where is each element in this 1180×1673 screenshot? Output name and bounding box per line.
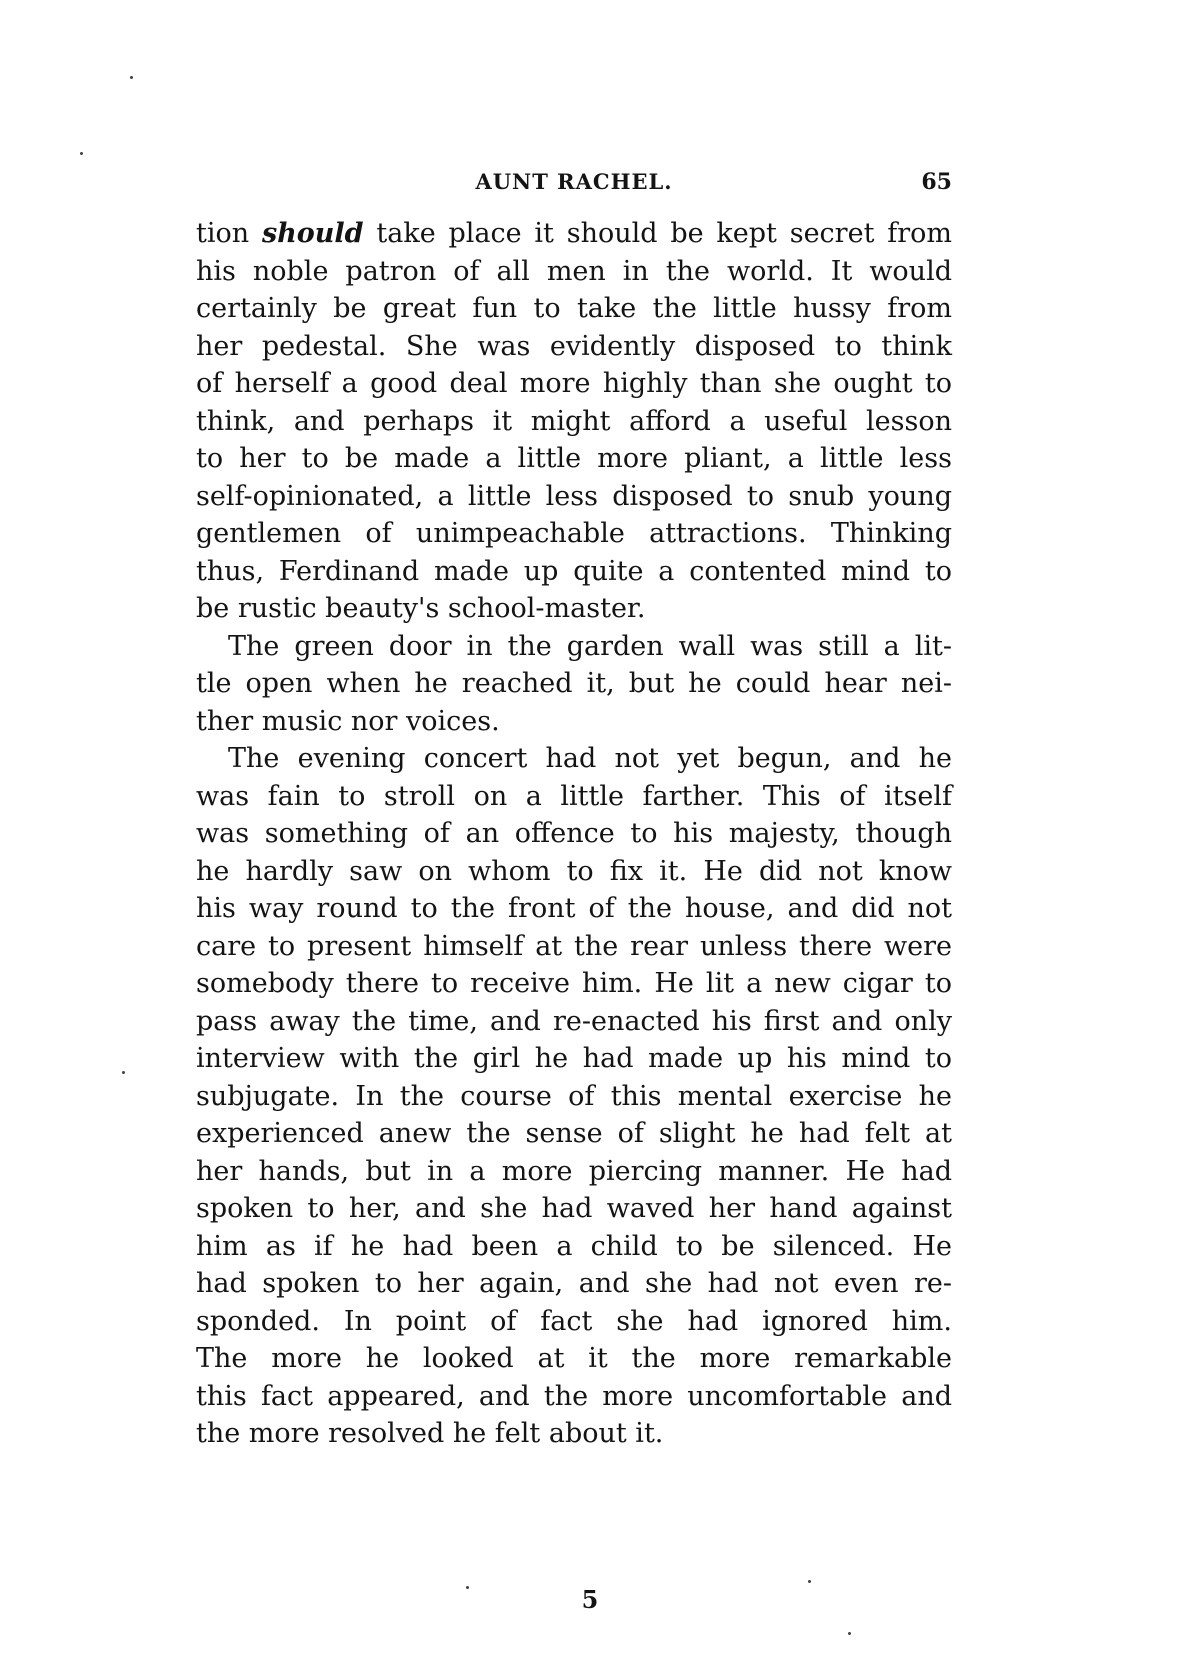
text-line: his way round to the front of the house, and did not — [196, 893, 952, 924]
text-line: care to present himself at the rear unless there were — [196, 930, 952, 962]
running-title: AUNT RACHEL. — [475, 169, 673, 194]
text-line: this fact appeared, and the more uncomfortable and — [196, 1380, 952, 1412]
text-line: her hands, but in a more piercing manner. He had — [196, 1155, 952, 1187]
text-line: tle open when he reached it, but he could hear nei- — [196, 668, 952, 699]
speck — [808, 1580, 811, 1583]
paragraph — [196, 740, 952, 1453]
text-line: the more resolved he felt about it. — [196, 1418, 664, 1449]
text-line: him as if he had been a child to be silenced. He — [196, 1230, 952, 1262]
speck — [848, 1632, 851, 1635]
text-line: somebody there to receive him. He lit a new cigar to — [196, 968, 952, 999]
speck — [130, 76, 133, 79]
page-number: 65 — [921, 169, 952, 195]
text-line: sponded. In point of fact she had ignored him. — [196, 1305, 952, 1337]
text-line: certainly be great fun to take the little hussy from — [196, 293, 952, 324]
text-run: take place it should be kept secret from — [363, 218, 952, 249]
text-line: be rustic beauty's school-master. — [196, 593, 646, 624]
body-text — [196, 215, 952, 1453]
text-line: The more he looked at it the more remarkable — [196, 1343, 952, 1374]
signature-mark: 5 — [581, 1585, 599, 1614]
text-line: of herself a good deal more highly than she ought to — [196, 368, 952, 399]
text-line: spoken to her, and she had waved her hand against — [196, 1193, 952, 1224]
text-line: gentlemen of unimpeachable attractions. Thinking — [196, 518, 952, 549]
text-line: The evening concert had not yet begun, and he — [228, 743, 952, 774]
text-line: experienced anew the sense of slight he had felt at — [196, 1118, 952, 1149]
text-line: pass away the time, and re-enacted his first and only — [196, 1005, 952, 1037]
text-line: thus, Ferdinand made up quite a contented mind to — [196, 555, 952, 587]
text-line: was something of an offence to his majesty, though — [196, 818, 952, 849]
speck — [80, 152, 83, 155]
text-line — [196, 215, 952, 253]
text-line: think, and perhaps it might afford a useful lesson — [196, 405, 952, 437]
text-line: her pedestal. She was evidently disposed to think — [196, 330, 952, 362]
text-line: had spoken to her again, and she had not even re- — [196, 1268, 952, 1299]
text-line: ther music nor voices. — [196, 705, 500, 737]
text-line: subjugate. In the course of this mental exercise he — [196, 1080, 952, 1112]
emphasis: should — [261, 218, 364, 249]
text-run: tion — [196, 218, 262, 249]
text-line: The green door in the garden wall was still a lit- — [228, 630, 952, 662]
text-line: he hardly saw on whom to fix it. He did not know — [196, 855, 952, 887]
text-line: self-opinionated, a little less disposed to snub young — [196, 480, 952, 512]
text-line: his noble patron of all men in the world. It would — [196, 255, 952, 287]
text-line: to her to be made a little more pliant, a little less — [196, 443, 952, 474]
text-line: interview with the girl he had made up his mind to — [196, 1043, 952, 1074]
speck — [466, 1586, 469, 1589]
paragraph — [196, 628, 952, 741]
speck — [122, 1071, 125, 1074]
running-head — [196, 164, 952, 200]
text-line: was fain to stroll on a little farther. This of itself — [196, 780, 952, 812]
paragraph — [196, 215, 952, 628]
